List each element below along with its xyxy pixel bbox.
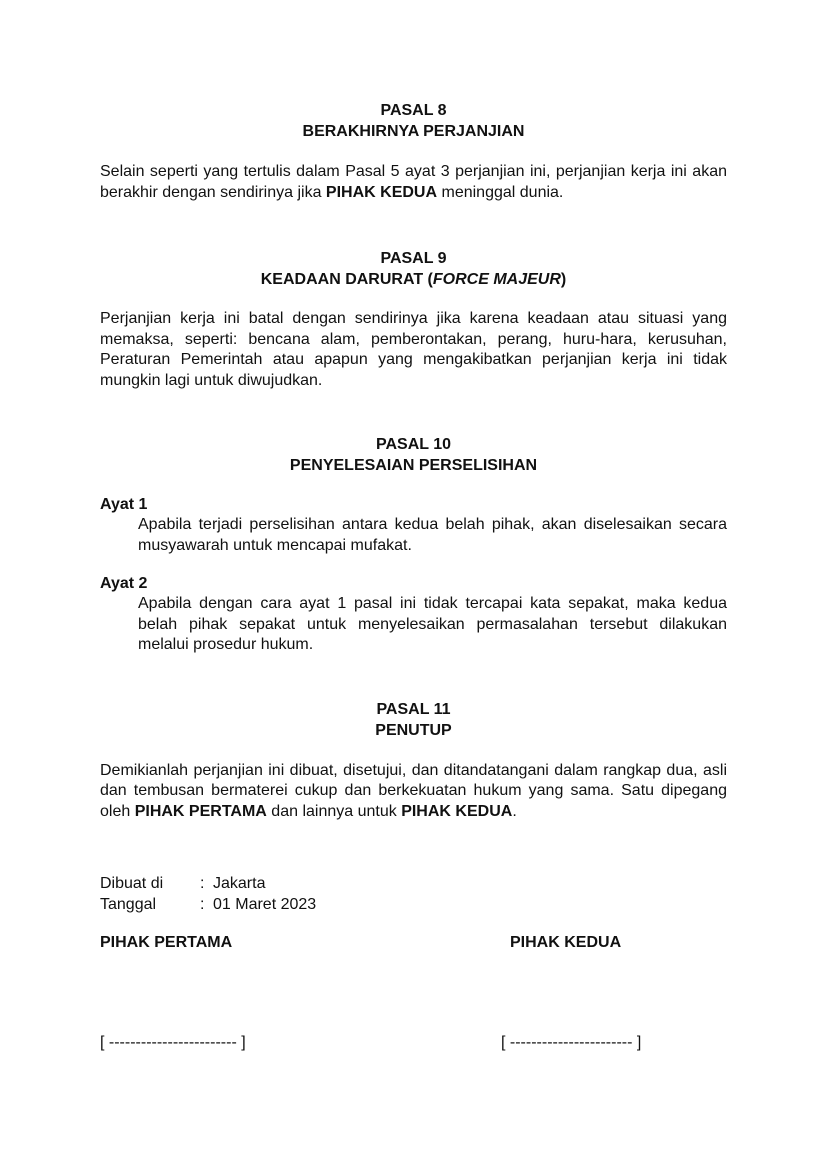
pasal-9-title-prefix: KEADAAN DARURAT ( <box>260 271 433 288</box>
pasal-8-number: PASAL 8 <box>380 102 447 119</box>
place-label: Dibuat di <box>100 875 164 892</box>
signature-blank-row <box>100 1034 727 1054</box>
second-party-signature-blank: [ ----------------------- ] <box>501 1034 642 1051</box>
pasal-9-number: PASAL 9 <box>380 250 447 267</box>
pasal-9-section <box>100 248 727 391</box>
pasal-11-text-3: . <box>512 802 517 820</box>
ayat-2-label: Ayat 2 <box>100 575 148 592</box>
pasal-11-section <box>100 699 727 823</box>
pasal-8-text-before: Selain seperti yang tertulis dalam Pasal 5 ayat 3 perjanjian ini, perjanjian kerja ini akan berakhir dengan sendirinya jika <box>100 163 727 201</box>
date-value: 01 Maret 2023 <box>213 895 317 913</box>
pasal-9-paragraph: Perjanjian kerja ini batal dengan sendirinya jika karena keadaan atau situasi yang memaksa, seperti: bencana alam, pemberontakan, perang, huru-hara, kerusuhan, Peraturan Pemerintah atau apapun yang mengakibatkan perjanjian kerja ini tidak mungkin lagi untuk diwujudkan. <box>100 310 727 389</box>
pasal-10-number: PASAL 10 <box>376 436 451 453</box>
second-party-label: PIHAK KEDUA <box>510 934 622 951</box>
date-separator: : <box>200 895 205 913</box>
place-date-block <box>100 874 727 915</box>
signature-party-row <box>100 934 727 956</box>
pasal-11-bold-1: PIHAK PERTAMA <box>134 802 267 820</box>
pasal-9-title <box>100 269 727 290</box>
date-label: Tanggal <box>100 895 157 913</box>
pasal-10-section <box>100 434 727 656</box>
date-row <box>100 895 727 916</box>
pasal-11-title: PENUTUP <box>375 721 452 739</box>
place-row <box>100 874 727 895</box>
place-separator: : <box>200 875 205 892</box>
pasal-8-text-after: meninggal dunia. <box>437 183 564 201</box>
pasal-9-title-italic: FORCE MAJEUR <box>432 271 561 288</box>
pasal-10-title: PENYELESAIAN PERSELISIHAN <box>289 457 538 474</box>
pasal-11-paragraph <box>100 761 727 823</box>
pasal-8-bold: PIHAK KEDUA <box>325 183 438 201</box>
pasal-8-section <box>100 100 727 203</box>
pasal-11-bold-2: PIHAK KEDUA <box>401 802 513 820</box>
pasal-8-paragraph <box>100 162 727 203</box>
pasal-8-title: BERAKHIRNYA PERJANJIAN <box>302 123 525 140</box>
ayat-1-text: Apabila terjadi perselisihan antara kedua belah pihak, akan diselesaikan secara musyawarah untuk mencapai mufakat. <box>138 516 727 554</box>
document-page <box>100 100 727 1054</box>
pasal-9-title-suffix: ) <box>560 271 567 288</box>
ayat-1-label: Ayat 1 <box>100 496 148 513</box>
pasal-11-number: PASAL 11 <box>376 700 451 718</box>
first-party-signature-blank: [ ------------------------ ] <box>100 1034 246 1051</box>
ayat-2-text: Apabila dengan cara ayat 1 pasal ini tidak tercapai kata sepakat, maka kedua belah pihak sepakat untuk menyelesaikan permasalahan tersebut dilakukan melalui prosedur hukum. <box>138 595 727 653</box>
pasal-11-text-2: dan lainnya untuk <box>266 802 402 820</box>
place-value: Jakarta <box>213 875 266 892</box>
pasal-11-text-1: Demikianlah perjanjian ini dibuat, disetujui, dan ditandatangani dalam rangkap dua, asli dan tembusan bermaterei cukup dan berkekuatan hukum yang sama. Satu dipegang oleh <box>100 761 727 820</box>
first-party-label: PIHAK PERTAMA <box>100 934 233 951</box>
